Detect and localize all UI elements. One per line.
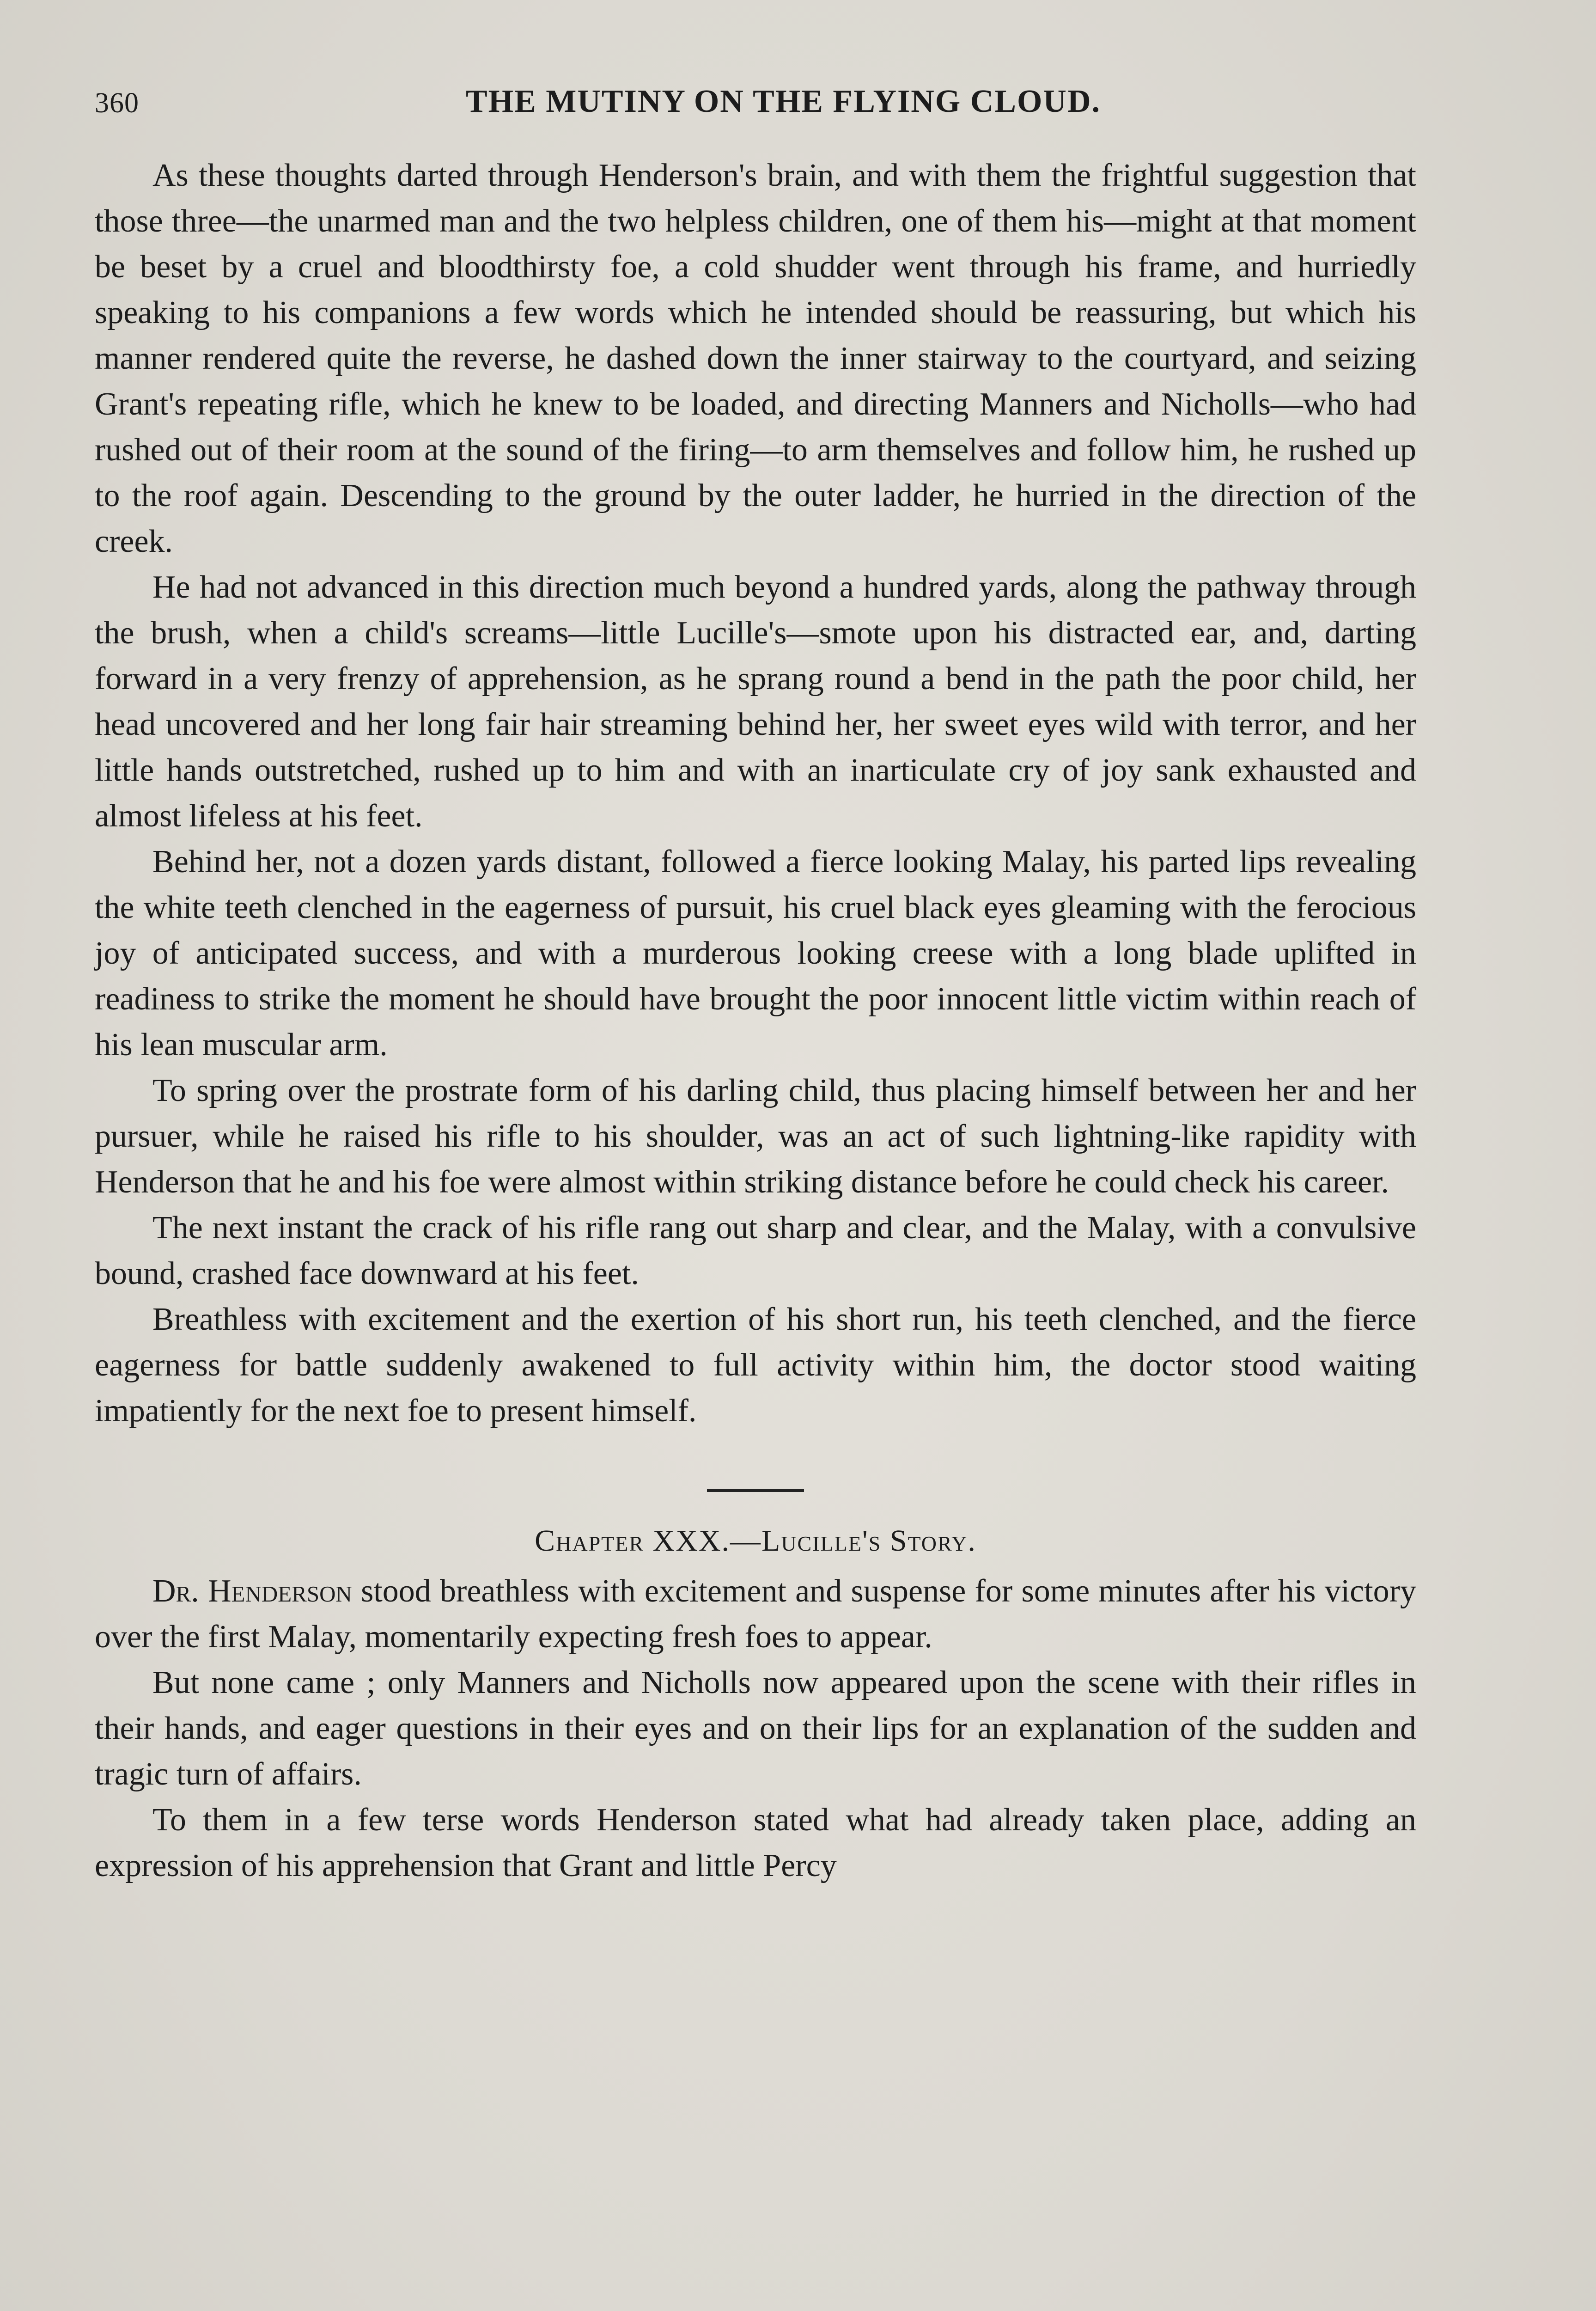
paragraph: But none came ; only Manners and Nicholls now appeared upon the scene with their rifles in their hands, and eager questions in their eyes and on their lips for an explanation of the sudden and tragic turn of affairs.: [95, 1665, 1416, 1792]
paragraph: To spring over the prostrate form of his darling child, thus placing himself between her and her pursuer, while he raised his rifle to his shoulder, was an act of such lightning-like rapidity with Henderson that he and his foe were almost within striking distance before he could check his career.: [95, 1073, 1416, 1200]
chapter-lead-words: Dr. Henderson: [152, 1573, 352, 1609]
paragraph: Behind her, not a dozen yards distant, followed a fierce looking Malay, his parted lips revealing the white teeth clenched in the eagerness of pursuit, his cruel black eyes gleaming with the ferocious joy of anticipated success, and with a murderous looking creese with a long blade uplifted in readiness to strike the moment he should have brought the poor innocent little victim within reach of his lean muscular arm.: [95, 844, 1416, 1063]
paragraph: The next instant the crack of his rifle rang out sharp and clear, and the Malay, with a convulsive bound, crashed face downward at his feet.: [95, 1210, 1416, 1291]
paragraph: To them in a few terse words Henderson stated what had already taken place, adding an expression of his apprehension that Grant and little Percy: [95, 1802, 1416, 1883]
chapter-heading: Chapter XXX.—Lucille's Story.: [535, 1524, 976, 1558]
page-header: [95, 79, 1416, 129]
chapter-lead-rest: stood breathless with excitement and suspense for some minutes after his victory over the first Malay, momentarily expecting fresh foes to appear.: [95, 1573, 1416, 1655]
paragraph: He had not advanced in this direction much beyond a hundred yards, along the pathway through the brush, when a child's screams—little Lucille's—smote upon his distracted ear, and, darting forward in a very frenzy of apprehension, as he sprang round a bend in the path the poor child, her head uncovered and her long fair hair streaming behind her, her sweet eyes wild with terror, and her little hands outstretched, rushed up to him and with an inarticulate cry of joy sank exhausted and almost lifeless at his feet.: [95, 569, 1416, 834]
page-number: 360: [95, 87, 139, 119]
body-text: [95, 153, 1416, 1889]
paragraph: As these thoughts darted through Henderson's brain, and with them the frightful suggestion that those three—the unarmed man and the two helpless children, one of them his—might at that moment be beset by a cruel and bloodthirsty foe, a cold shudder went through his frame, and hurriedly speaking to his companions a few words which he intended should be reassuring, but which his manner rendered quite the reverse, he dashed down the inner stairway to the courtyard, and seizing Grant's repeating rifle, which he knew to be loaded, and directing Manners and Nicholls—who had rushed out of their room at the sound of the firing—to arm themselves and follow him, he rushed up to the roof again. Descending to the ground by the outer ladder, he hurried in the direction of the creek.: [95, 158, 1416, 559]
paragraph: Breathless with excitement and the exertion of his short run, his teeth clenched, and the fierce eagerness for battle suddenly awakened to full activity within him, the doctor stood waiting impatiently for the next foe to present himself.: [95, 1302, 1416, 1429]
section-divider: [707, 1489, 804, 1492]
chapter-first-paragraph: [95, 1568, 1416, 1660]
running-head: THE MUTINY ON THE FLYING CLOUD.: [465, 84, 1101, 119]
